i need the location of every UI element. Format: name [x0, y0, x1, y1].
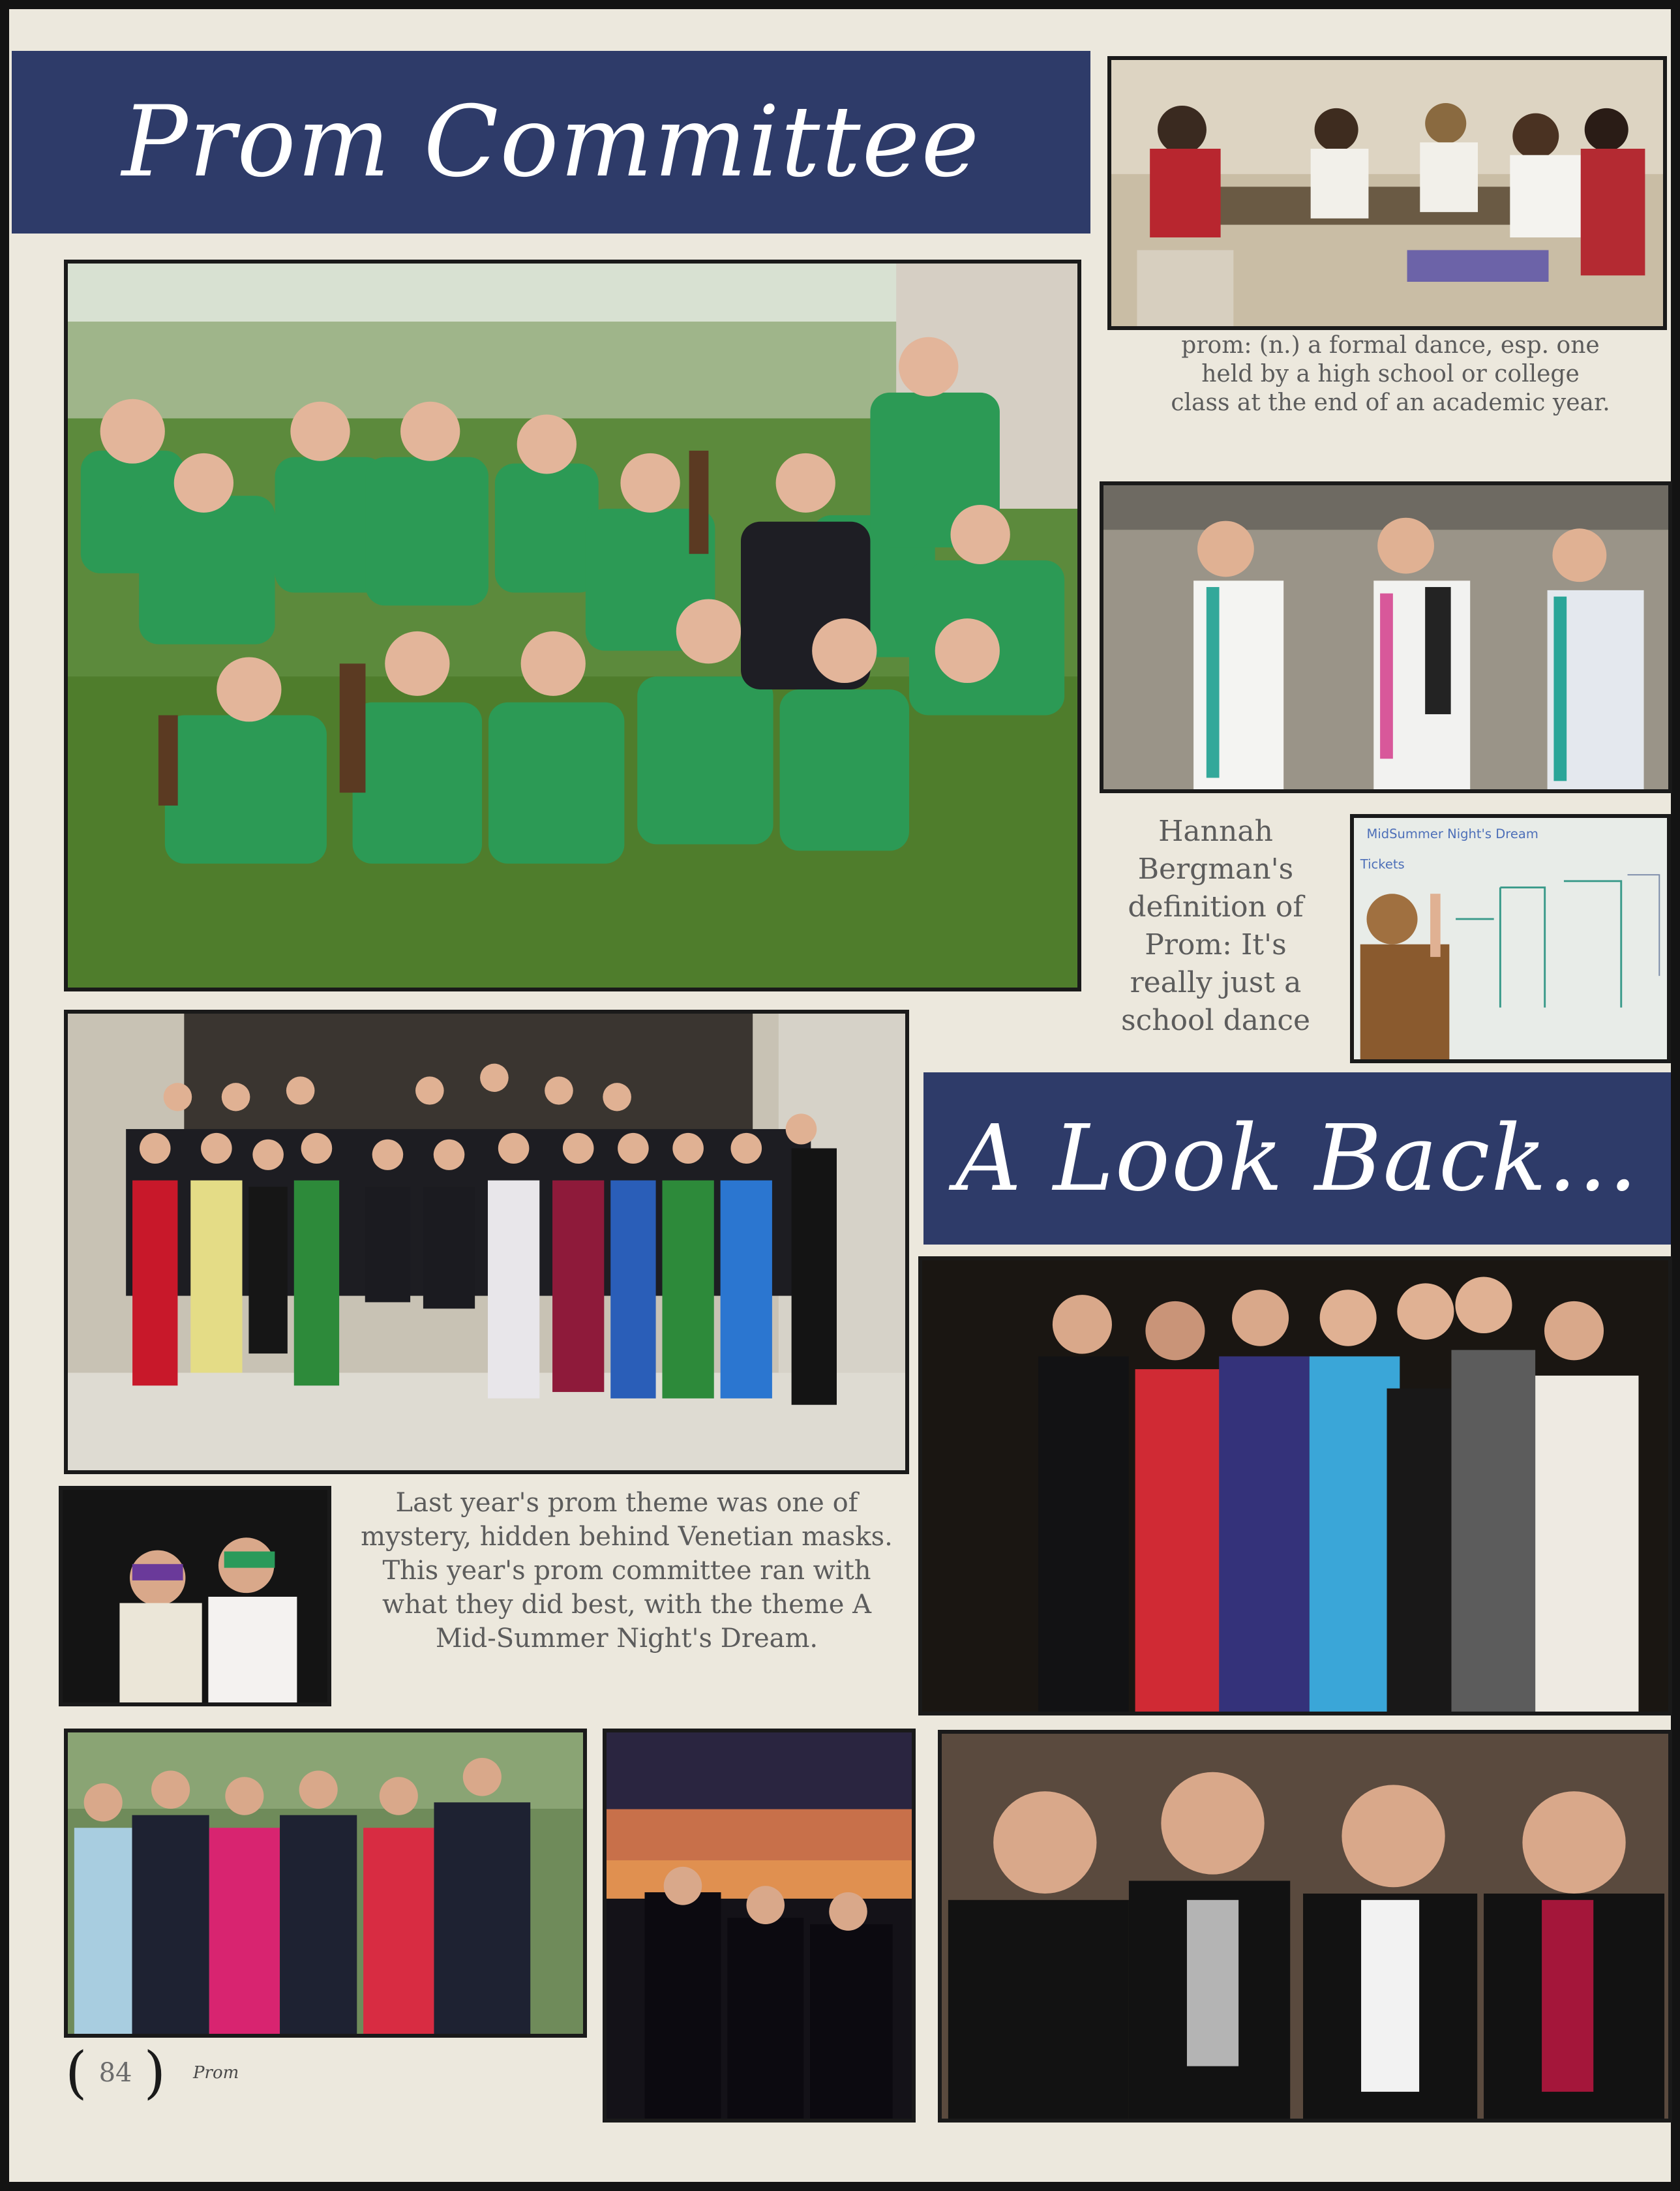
page-title: Prom Committee — [121, 85, 981, 199]
right-paren: ) — [143, 2040, 166, 2106]
masks-photo — [59, 1486, 331, 1706]
page-subtitle: A Look Back... — [955, 1105, 1639, 1212]
whiteboard-photo — [1350, 814, 1671, 1063]
group-formal-photo — [64, 1010, 909, 1474]
look-back-group-photo — [918, 1256, 1672, 1715]
page-number: 84 — [98, 2058, 132, 2088]
section-label: Prom — [193, 2063, 239, 2083]
sunset-photo — [603, 1729, 916, 2123]
three-boys-photo — [1100, 481, 1672, 793]
last-year-caption: Last year's prom theme was one of mystery, hidden behind Venetian masks. This year's prom committee ran with what they did best, with the theme A Mid-Summer Night's Dream. — [361, 1488, 893, 1654]
title-banner — [12, 51, 1090, 234]
left-paren: ( — [65, 2040, 87, 2106]
four-boys-photo — [938, 1730, 1672, 2123]
subtitle-banner — [923, 1072, 1671, 1245]
couples-photo — [64, 1729, 587, 2038]
hannah-quote-caption: Hannah Bergman's definition of Prom: It's really just a school dance — [1120, 815, 1311, 1037]
yearbook-page — [9, 9, 1671, 2182]
prom-definition-caption: prom: (n.) a formal dance, esp. one held by a high school or college class at the end of an academic year. — [1171, 332, 1610, 416]
committee-meeting-photo — [1107, 56, 1667, 330]
whiteboard-title-text: MidSummer Night's Dream — [1366, 826, 1538, 841]
committee-group-photo — [64, 260, 1081, 991]
whiteboard-tickets-text: Tickets — [1360, 856, 1405, 872]
page-footer — [65, 2040, 239, 2106]
